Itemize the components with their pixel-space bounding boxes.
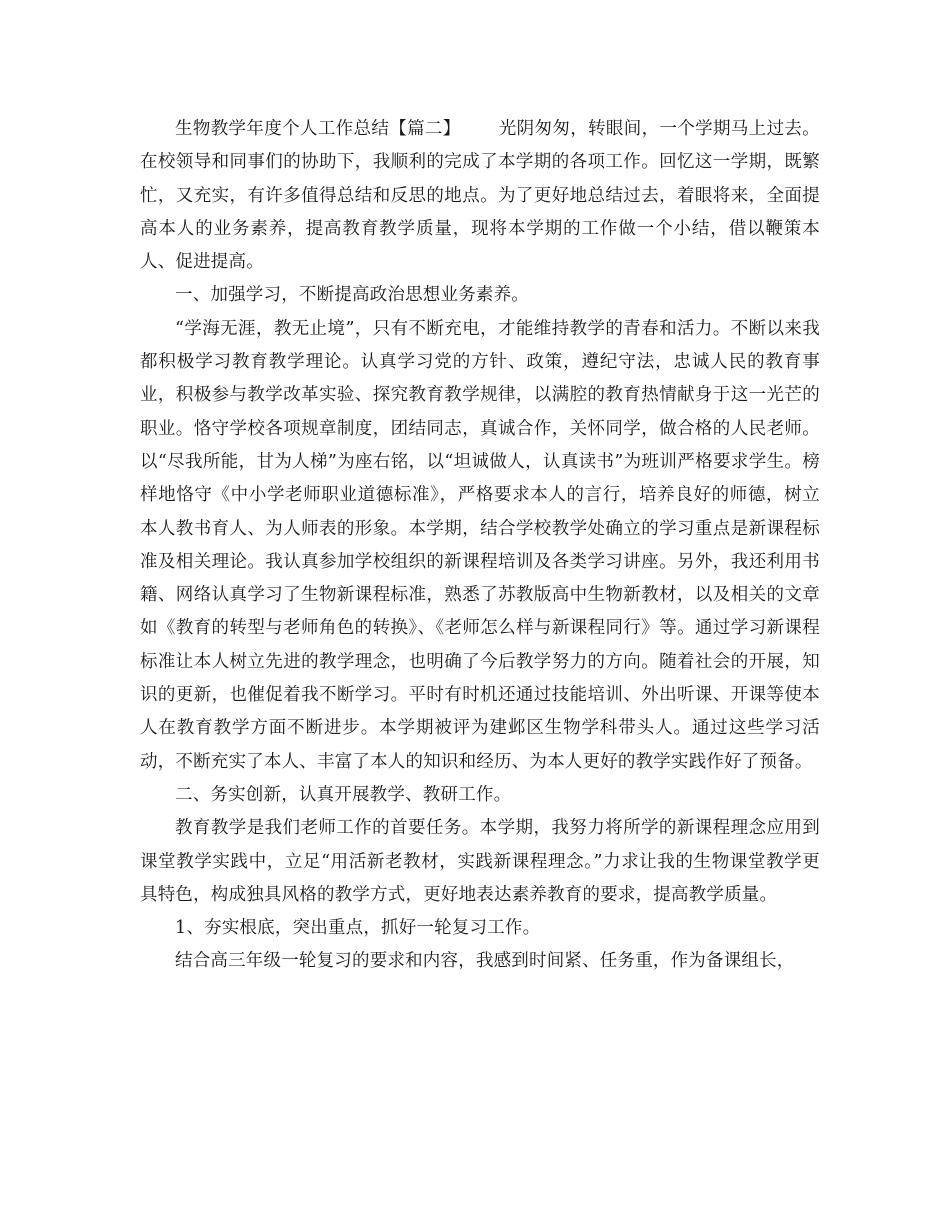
body-paragraph: 结合高三年级一轮复习的要求和内容，我感到时间紧、任务重，作为备课组长，: [175, 951, 795, 972]
body-paragraph: “学海无涯，教无止境”，只有不断充电，才能维持教学的青春和活力。不断以来我都积极学习教育教学理论。认真学习党的方针、政策，遵纪守法，忠诚人民的教育事业，积极参与教学改革实验、探究教育教学规律，以满腔的教育热情献身于这一光芒的职业。恪守学校各项规章制度，团结同志，真诚合作，关怀同学，做合格的人民老师。以“尽我所能，甘为人梯”为座右铭，以“坦诚做人，认真读书”为班训严格要求学生。榜样地恪守《中小学老师职业道德标准》，严格要求本人的言行，培养良好的师德，树立本人教书育人、为人师表的形象。本学期，结合学校教学处确立的学习重点是新课程标准及相关理论。我认真参加学校组织的新课程培训及各类学习讲座。另外，我还利用书籍、网络认真学习了生物新课程标准，熟悉了苏教版高中生物新教材，以及相关的文章如《教育的转型与老师角色的转换》、《老师怎么样与新课程同行》等。通过学习新课程标准让本人树立先进的教学理念，也明确了今后教学努力的方向。随着社会的开展，知识的更新，也催促着我不断学习。平时有时机还通过技能培训、外出听课、开课等使本人在教育教学方面不断进步。本学期被评为建邺区生物学科带头人。通过这些学习活动，不断充实了本人、丰富了本人的知识和经历、为本人更好的教学实践作好了预备。: [140, 318, 820, 772]
body-paragraph: 教育教学是我们老师工作的首要任务。本学期，我努力将所学的新课程理念应用到课堂教学实践中，立足“用活新老教材，实践新课程理念。”力求让我的生物课堂教学更具特色，构成独具风格的教学方式，更好地表达素养教育的要求，提高教学质量。: [140, 818, 820, 905]
paragraph-text: 光阴匆匆，转眼间，一个学期马上过去。在校领导和同事们的协助下，我顺利的完成了本学期的各项工作。回忆这一学期，既繁忙，又充实，有许多值得总结和反思的地点。为了更好地总结过去，着眼将来，全面提高本人的业务素养，提高教育教学质量，现将本学期的工作做一个小结，借以鞭策本人、促进提高。: [140, 119, 820, 273]
section-heading-2: 二、务实创新，认真开展教学、教研工作。: [175, 784, 512, 805]
document-body: [140, 113, 820, 979]
intro-paragraph: [140, 113, 820, 279]
subsection-heading-1: 1、夯实根底，突出重点，抓好一轮复习工作。: [175, 918, 541, 939]
document-title: 生物教学年度个人工作总结【篇二】: [175, 119, 461, 139]
section-heading-1: 一、加强学习，不断提高政治思想业务素养。: [175, 285, 529, 306]
